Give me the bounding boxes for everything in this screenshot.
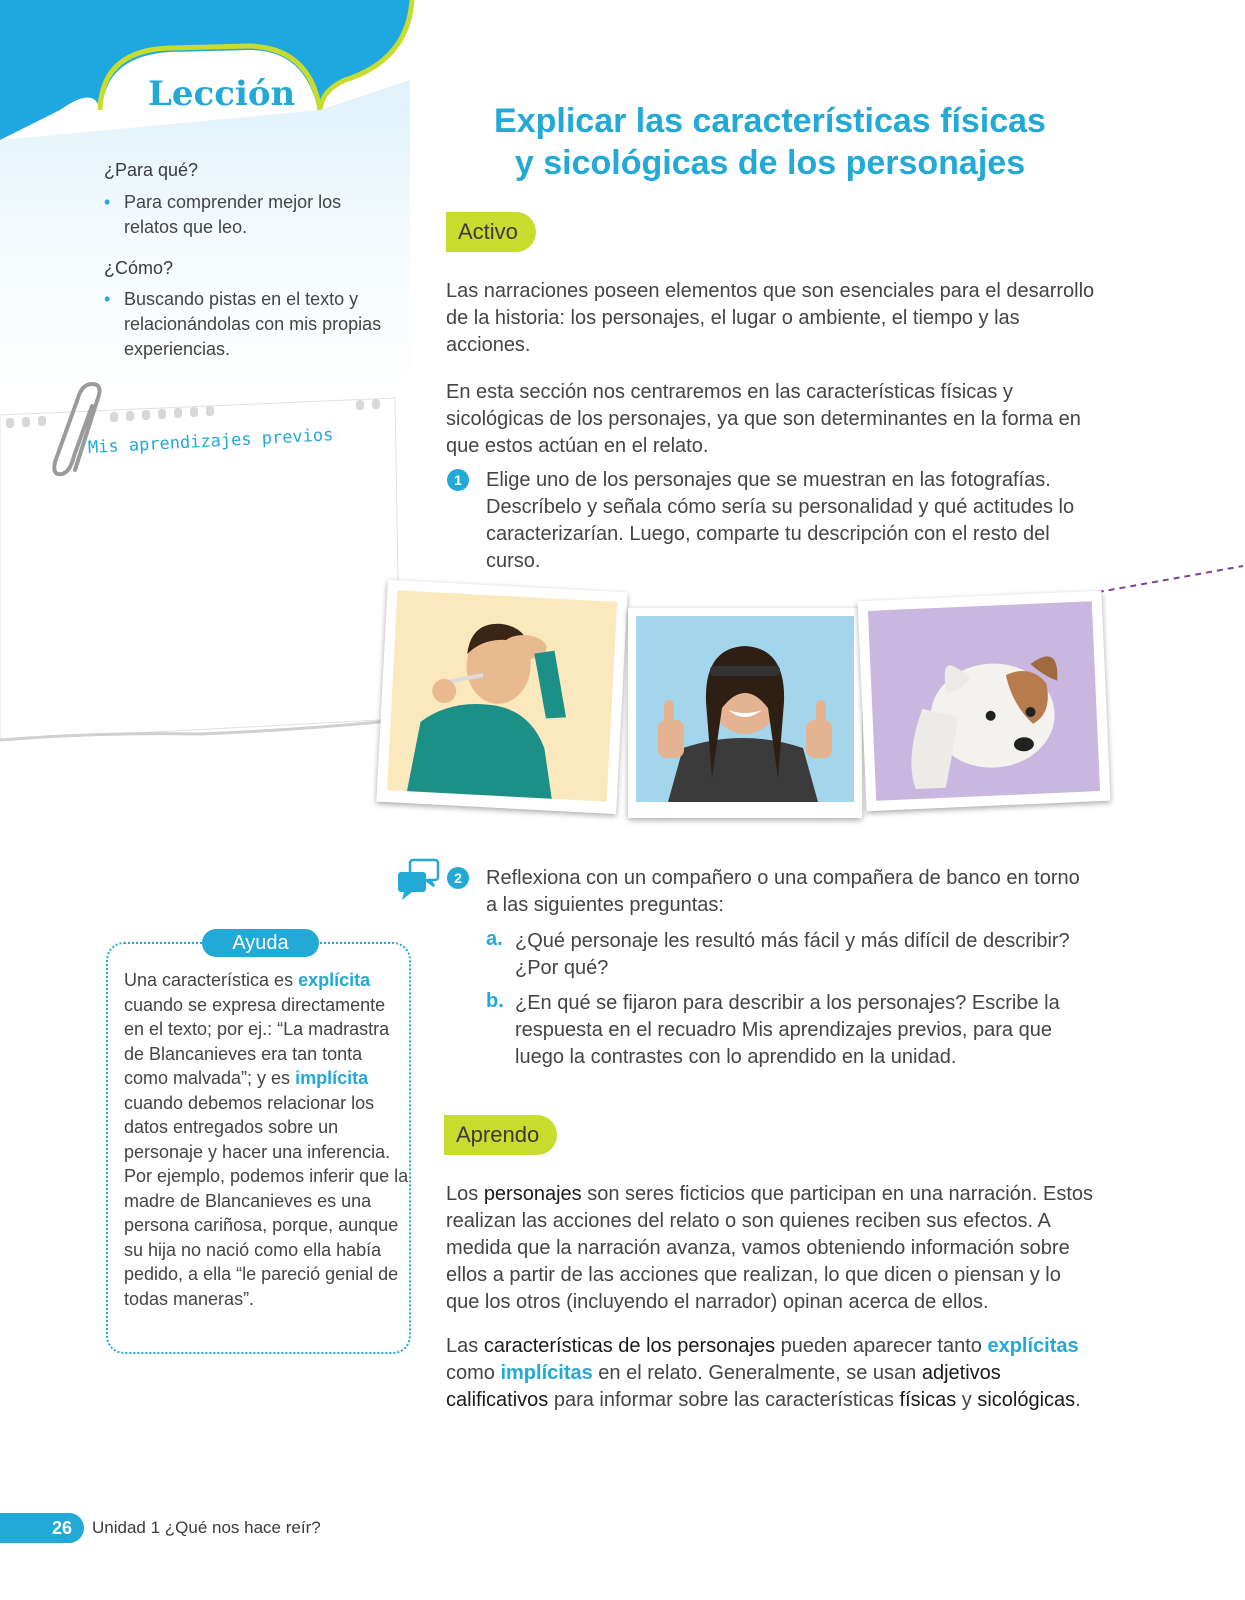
pair-discussion-icon — [396, 858, 442, 902]
term-fisicas: físicas — [899, 1389, 957, 1411]
item-2b-text: ¿En qué se fijaron para describir a los personajes? Escribe la respuesta en el recuadro Mis aprendizajes previos, para que luego la contrastes con lo aprendido en la unidad. — [515, 992, 1060, 1068]
activo-paragraph-2: En esta sección nos centraremos en las características físicas y sicológicas de los personajes, ya que son determinantes en la forma en que estos actúan en el relato. — [446, 381, 1081, 457]
text-part: son seres ficticios que participan en una narración. Estos realizan las acciones del relato o son quienes reciben sus efectos. A medida que la narración avanza, vamos obteniendo información sobre ellos a partir de las acciones que realizan, lo que dicen o piensan y lo que los otros (incluyendo el narrador) opinan acerca de ellos. — [446, 1183, 1094, 1313]
title-line-1: Explicar las características físicas — [494, 102, 1046, 140]
side-note-panel — [0, 80, 420, 760]
term-explicitas: explícitas — [987, 1335, 1079, 1357]
text-part: . — [1075, 1389, 1081, 1411]
photo-puppy — [858, 591, 1111, 811]
para-que-question: ¿Para qué? — [104, 160, 199, 180]
text-part: Los — [446, 1183, 484, 1205]
lesson-tab-label: Lección — [148, 74, 296, 114]
page-number: 26 — [0, 1513, 84, 1543]
item-2a-letter: a. — [486, 928, 503, 950]
text-part: para informar sobre las características — [548, 1389, 900, 1411]
text-part: Las — [446, 1335, 484, 1357]
ayuda-text — [124, 968, 409, 1311]
notebook-label: Mis aprendizajes previos — [87, 425, 334, 458]
term-implicitas: implícitas — [500, 1362, 593, 1384]
text-part: en el relato. Generalmente, se usan — [592, 1362, 922, 1384]
footer-unit-title: Unidad 1 ¿Qué nos hace reír? — [92, 1518, 321, 1537]
item-2-text: Reflexiona con un compañero o una compañera de banco en torno a las siguientes preguntas: — [486, 867, 1080, 916]
term-personajes: personajes — [483, 1183, 582, 1205]
item-1-number: 1 — [447, 469, 469, 491]
term-adjetivos: adjetivos calificativos — [446, 1362, 1001, 1411]
bullet-dot-icon: • — [104, 289, 111, 309]
como-question: ¿Cómo? — [104, 258, 174, 278]
item-2-number: 2 — [447, 867, 469, 889]
aprendo-paragraph-2 — [446, 1333, 1096, 1414]
para-que-text: Para comprender mejor los relatos que leo. — [124, 192, 342, 237]
ayuda-text-part: cuando debemos relacionar los datos entregados sobre un personaje y hacer una inferencia. Por ejemplo, podemos inferir que la madre de Blancanieves es una persona cariñosa, porque, aunque su hija no nació como ella había pedido, a ella “le pareció genial de todas maneras”. — [124, 1092, 409, 1309]
text-part: como — [446, 1362, 501, 1384]
text-part: y — [956, 1389, 978, 1411]
ayuda-term-explicita: explícita — [298, 970, 371, 990]
item-2a-text: ¿Qué personaje les resultó más fácil y más difícil de describir? ¿Por qué? — [515, 930, 1070, 979]
ayuda-text-part: Una característica es — [124, 970, 299, 990]
item-2b-letter: b. — [486, 990, 504, 1012]
como-bullet — [104, 287, 384, 362]
aprendo-paragraph-1 — [446, 1181, 1096, 1316]
activo-paragraph-1: Las narraciones poseen elementos que son esenciales para el desarrollo de la historia: los personajes, el lugar o ambiente, el tiempo y las acciones. — [446, 280, 1095, 356]
ayuda-text-part: cuando se expresa directamente en el texto; por ej.: “La madrastra de Blancanieves era tan tonta como malvada”; y es — [124, 994, 390, 1088]
ayuda-label: Ayuda — [202, 929, 319, 957]
page-title — [440, 100, 1100, 184]
term-sicologicas: sicológicas — [977, 1389, 1076, 1411]
title-line-2: y sicológicas de los personajes — [514, 144, 1026, 182]
photo-sick-boy — [376, 580, 627, 814]
dashed-connector-line — [1085, 560, 1245, 600]
item-1-text: Elige uno de los personajes que se muestran en las fotografías. Descríbelo y señala cómo sería su personalidad y qué actitudes lo caracterizarían. Luego, comparte tu descripción con el resto del curso. — [486, 469, 1075, 572]
activo-section-label: Activo — [446, 212, 536, 252]
ayuda-term-implicita: implícita — [295, 1068, 369, 1088]
para-que-bullet — [104, 190, 384, 240]
photo-girl-thumbs-up — [628, 608, 862, 818]
text-part: pueden aparecer tanto — [775, 1335, 988, 1357]
term-caracteristicas: características de los personajes — [483, 1335, 776, 1357]
aprendo-section-label: Aprendo — [444, 1115, 557, 1155]
como-text: Buscando pistas en el texto y relacionándolas con mis propias experiencias. — [124, 289, 382, 359]
bullet-dot-icon: • — [104, 192, 111, 212]
